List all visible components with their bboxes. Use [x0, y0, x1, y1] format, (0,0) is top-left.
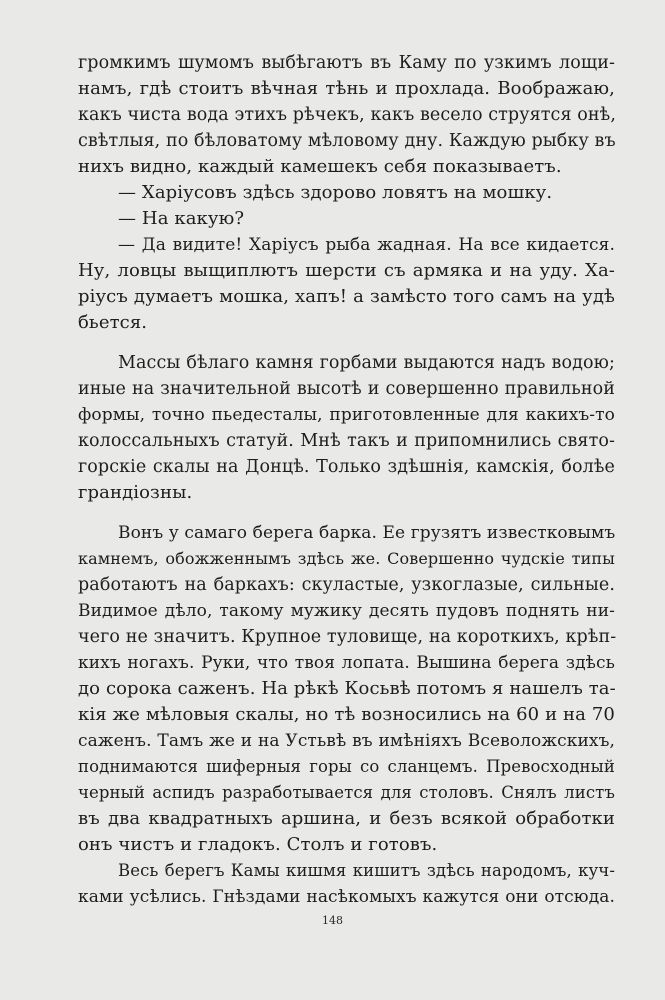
dialogue-line: — Да видите! Харіусъ рыба жадная. На все кидается. — [118, 235, 615, 255]
text-line: въ два квадратныхъ аршина, и безъ всякой обработки — [78, 808, 615, 829]
text-line: бьется. — [78, 312, 148, 333]
text-line: ріусъ думаетъ мошка, хапъ! а замѣсто того самъ на удѣ — [78, 286, 615, 307]
text-line: поднимаются шиферныя горы со сланцемъ. Превосходный — [78, 757, 615, 776]
text-line: чего не значитъ. Крупное туловище, на короткихъ, крѣп- — [78, 627, 617, 647]
text-line: саженъ. Тамъ же и на Устьвѣ въ имѣніяхъ Всеволожскихъ, — [78, 731, 615, 751]
text-line: работаютъ на баркахъ: скуластые, узкоглазые, сильные. — [78, 575, 615, 595]
text-line: кія же мѣловыя скалы, но тѣ возносились на 60 и на 70 — [78, 704, 615, 725]
text-line: кихъ ногахъ. Руки, что твоя лопата. Вышина берега здѣсь — [78, 653, 615, 673]
text-line: горскіе скалы на Донцѣ. Только здѣшнія, камскія, болѣе — [78, 457, 615, 477]
dialogue-line: — На какую? — [118, 208, 245, 229]
page-number: 148 — [322, 914, 343, 927]
text-line: колоссальныхъ статуй. Мнѣ такъ и припомнились свято- — [78, 431, 615, 451]
paragraph-first-line: Вонъ у самаго берега барка. Ее грузятъ известковымъ — [118, 523, 616, 543]
text-line: формы, точно пьедесталы, приготовленные для какихъ-то — [78, 405, 615, 425]
text-line: свѣтлыя, по бѣловатому мѣловому дну. Каждую рыбку въ — [78, 131, 616, 151]
paragraph-gap — [78, 336, 615, 350]
text-line: грандіозны. — [78, 482, 193, 503]
text-line: нихъ видно, каждый камешекъ себя показываетъ. — [78, 156, 562, 177]
paragraph-first-line: Массы бѣлаго камня горбами выдаются надъ водою; — [118, 353, 615, 373]
text-line: громкимъ шумомъ выбѣгаютъ въ Каму по узкимъ лощи- — [78, 53, 615, 73]
text-line: Ну, ловцы выщиплютъ шерсти съ армяка и на уду. Ха- — [78, 260, 615, 281]
dialogue-line: — Харіусовъ здѣсь здорово ловятъ на мошку. — [118, 182, 553, 203]
text-line: камнемъ, обожженнымъ здѣсь же. Совершенно чудскіе типы — [78, 549, 615, 568]
text-line: какъ чиста вода этихъ рѣчекъ, какъ весело струятся онѣ, — [78, 105, 616, 125]
paragraph-gap — [78, 506, 615, 520]
text-line: Видимое дѣло, такому мужику десять пудовъ поднять ни- — [78, 601, 615, 621]
text-line: черный аспидъ разработывается для столовъ. Снялъ листъ — [78, 783, 615, 802]
text-line: онъ чистъ и гладокъ. Столъ и готовъ. — [78, 834, 438, 855]
text-line: намъ, гдѣ стоитъ вѣчная тѣнь и прохлада. Воображаю, — [78, 78, 615, 99]
page-body-text — [78, 50, 615, 910]
text-line: иные на значительной высотѣ и совершенно правильной — [78, 379, 615, 399]
text-line: до сорока саженъ. На рѣкѣ Косьвѣ потомъ я нашелъ та- — [78, 678, 616, 699]
text-line: ками усѣлись. Гнѣздами насѣкомыхъ кажутся они отсюда. — [78, 887, 615, 907]
paragraph-first-line: Весь берегъ Камы кишмя кишитъ здѣсь народомъ, куч- — [118, 861, 615, 880]
